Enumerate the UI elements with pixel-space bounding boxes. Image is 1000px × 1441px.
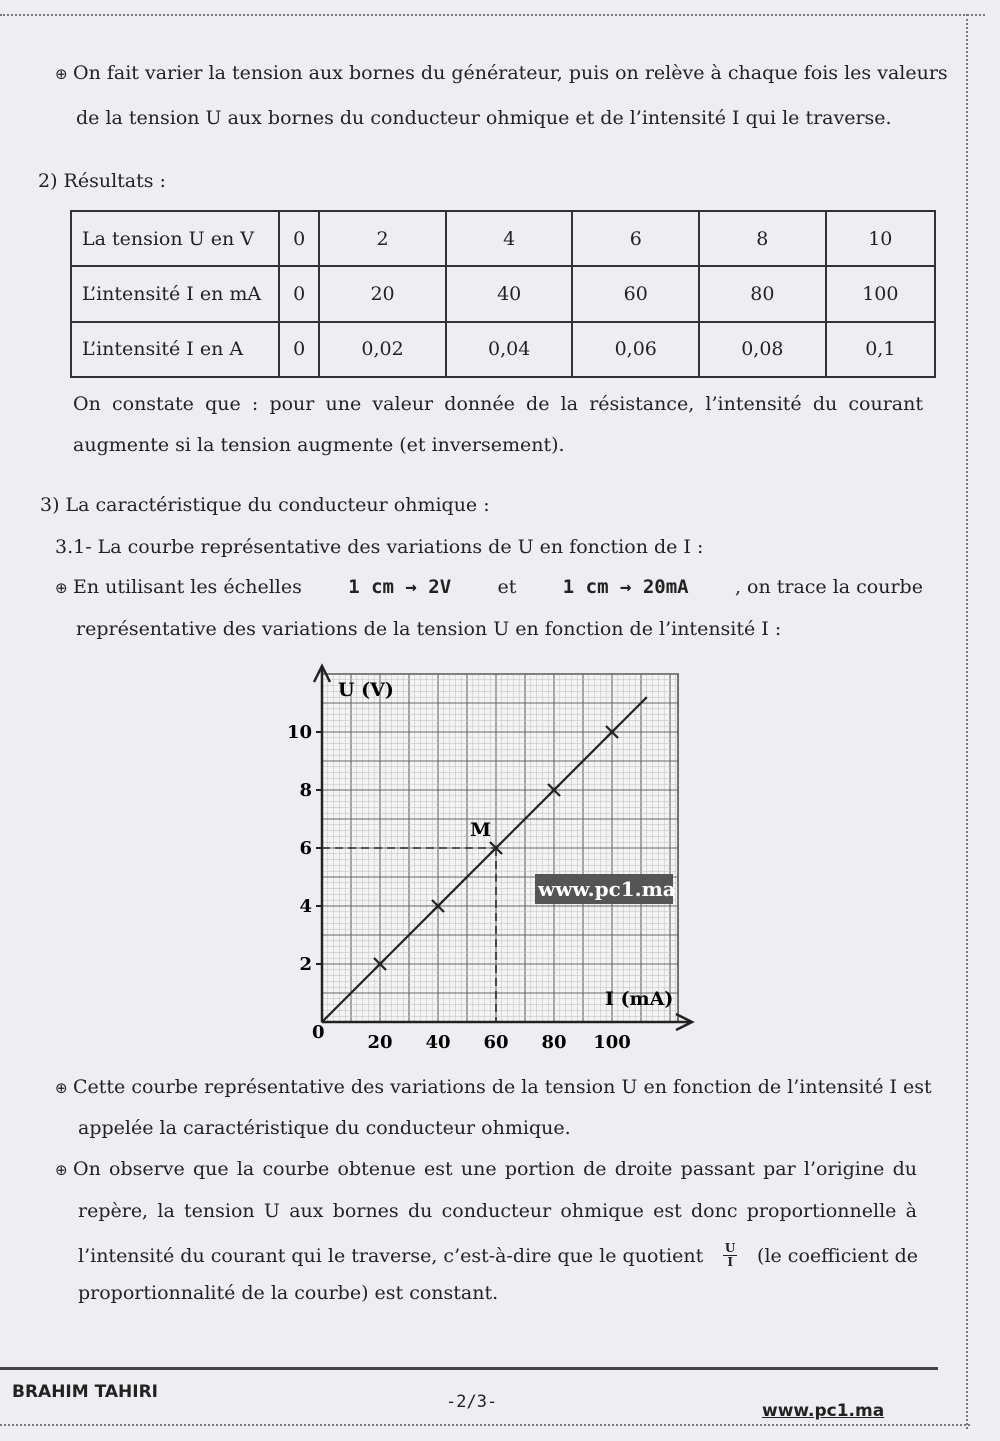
table-cell: 100 — [826, 266, 935, 321]
chart-x-label: I (mA) — [605, 988, 674, 1010]
observation-line-1: On constate que : pour une valeur donnée de la résistance, l’intensité du courant — [73, 393, 923, 415]
y-tick-label: 6 — [299, 838, 312, 859]
table-header-cell: L’intensité I en mA — [71, 266, 279, 321]
observation-line-2: augmente si la tension augmente (et inversement). — [73, 434, 565, 456]
conclusion-p1-line-1: ⊕ Cette courbe représentative des variations de la tension U en fonction de l’intensité I est — [55, 1076, 932, 1098]
table-cell: 0 — [279, 322, 319, 377]
bullet-icon: ⊕ — [55, 65, 68, 83]
scale-line: ⊕ En utilisant les échelles 1 cm → 2V et 1 cm → 20mA , on trace la courbe — [55, 576, 923, 598]
y-tick-label: 8 — [299, 780, 312, 801]
conclusion-p2-line-1: ⊕ On observe que la courbe obtenue est une portion de droite passant par l’origine du — [55, 1158, 917, 1180]
x-tick-label: 60 — [483, 1032, 509, 1053]
table-cell: 10 — [826, 211, 935, 266]
table-cell: 0,06 — [572, 322, 699, 377]
table-cell: 2 — [319, 211, 446, 266]
section-3-1-title: 3.1- La courbe représentative des variations de U en fonction de I : — [55, 536, 704, 558]
conclusion-p2-line-3: l’intensité du courant qui le traverse, c’est-à-dire que le quotient U I (le coefficient de — [78, 1241, 918, 1269]
x-tick-label: 100 — [593, 1032, 631, 1053]
bullet-icon: ⊕ — [55, 1079, 68, 1097]
scale-voltage: 1 cm → 2V — [348, 576, 452, 598]
y-tick-label: 10 — [286, 722, 312, 743]
y-tick-label: 2 — [299, 954, 312, 975]
bullet-icon: ⊕ — [55, 579, 68, 597]
quotient-fraction: U I — [724, 1241, 736, 1269]
page-border-top — [0, 14, 985, 24]
page-border-bottom — [0, 1424, 970, 1432]
conclusion-p2-line-4: proportionnalité de la courbe) est constant. — [78, 1282, 499, 1304]
table-cell: 40 — [446, 266, 573, 321]
table-cell: 4 — [446, 211, 573, 266]
footer-author: BRAHIM TAHIRI — [12, 1382, 158, 1402]
table-cell: 20 — [319, 266, 446, 321]
section-2-title: 2) Résultats : — [38, 170, 166, 192]
x-tick-label: 80 — [541, 1032, 567, 1053]
table-cell: 6 — [572, 211, 699, 266]
conclusion-p2-line-2: repère, la tension U aux bornes du conducteur ohmique est donc proportionnelle à — [78, 1200, 917, 1222]
table-cell: 60 — [572, 266, 699, 321]
table-cell: 0,04 — [446, 322, 573, 377]
intro-line-1: ⊕ On fait varier la tension aux bornes du générateur, puis on relève à chaque fois les valeurs — [55, 62, 948, 84]
table-cell: 0,1 — [826, 322, 935, 377]
table-cell: 0,08 — [699, 322, 826, 377]
chart-watermark: www.pc1.ma — [538, 877, 676, 901]
table-row — [71, 322, 935, 377]
results-table — [70, 210, 936, 378]
section-3-title: 3) La caractéristique du conducteur ohmique : — [40, 494, 490, 516]
scale-current: 1 cm → 20mA — [562, 576, 689, 598]
table-cell: 0 — [279, 266, 319, 321]
chart-origin-label: 0 — [312, 1022, 325, 1043]
point-label-m: M — [470, 819, 492, 841]
characteristic-chart — [280, 660, 700, 1060]
table-cell: 8 — [699, 211, 826, 266]
y-tick-label: 4 — [299, 896, 312, 917]
table-row — [71, 266, 935, 321]
table-header-cell: La tension U en V — [71, 211, 279, 266]
table-row — [71, 211, 935, 266]
chart-y-label: U (V) — [338, 679, 394, 701]
footer-page-number: -2/3- — [446, 1392, 498, 1412]
table-cell: 0,02 — [319, 322, 446, 377]
bullet-icon: ⊕ — [55, 1161, 68, 1179]
table-cell: 0 — [279, 211, 319, 266]
intro-line-2: de la tension U aux bornes du conducteur ohmique et de l’intensité I qui le traverse. — [76, 107, 892, 129]
scale-line-2: représentative des variations de la tension U en fonction de l’intensité I : — [76, 618, 782, 640]
footer-site-link[interactable]: www.pc1.ma — [762, 1401, 885, 1421]
table-cell: 80 — [699, 266, 826, 321]
table-header-cell: L’intensité I en A — [71, 322, 279, 377]
page-border-right — [966, 14, 976, 1429]
footer-divider — [0, 1367, 938, 1370]
x-tick-label: 20 — [367, 1032, 393, 1053]
conclusion-p1-line-2: appelée la caractéristique du conducteur ohmique. — [78, 1117, 571, 1139]
x-tick-label: 40 — [425, 1032, 451, 1053]
